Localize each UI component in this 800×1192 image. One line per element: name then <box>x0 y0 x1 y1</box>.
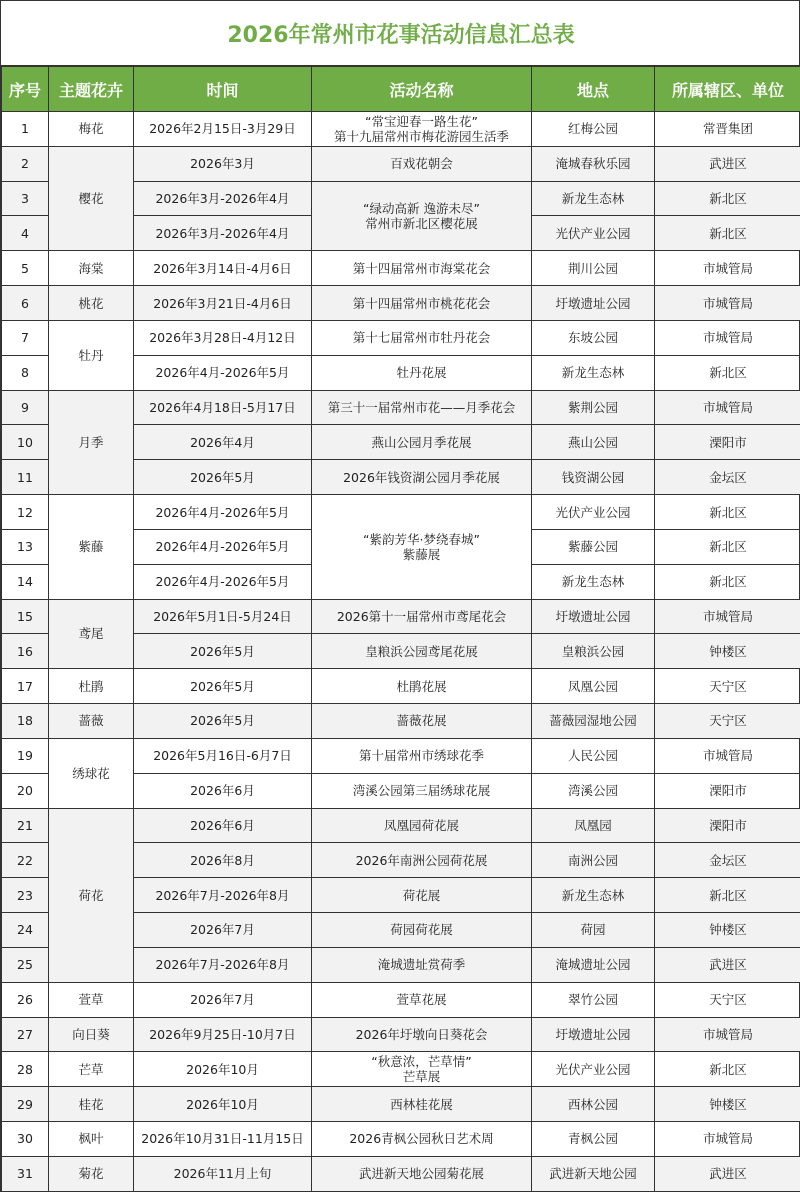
cell-time: 2026年10月 <box>134 1087 312 1122</box>
cell-event-name: 第十四届常州市海棠花会 <box>312 251 532 286</box>
cell-no: 8 <box>2 355 49 390</box>
cell-time: 2026年5月 <box>134 460 312 495</box>
cell-unit: 新北区 <box>655 181 800 216</box>
cell-time: 2026年7月-2026年8月 <box>134 878 312 913</box>
cell-no: 7 <box>2 320 49 355</box>
cell-unit: 新北区 <box>655 495 800 530</box>
cell-flower: 月季 <box>49 390 134 494</box>
table-title: 2026年常州市花事活动信息汇总表 <box>1 1 800 66</box>
cell-unit: 新北区 <box>655 529 800 564</box>
cell-unit: 市城管局 <box>655 320 800 355</box>
cell-unit: 新北区 <box>655 878 800 913</box>
cell-place: 翠竹公园 <box>532 982 655 1017</box>
cell-no: 9 <box>2 390 49 425</box>
cell-flower: 海棠 <box>49 251 134 286</box>
cell-flower: 绣球花 <box>49 738 134 808</box>
cell-time: 2026年8月 <box>134 843 312 878</box>
table-row <box>2 286 800 321</box>
cell-place: 凤凰园 <box>532 808 655 843</box>
table-row <box>2 1087 800 1122</box>
cell-flower: 桂花 <box>49 1087 134 1122</box>
cell-place: 淹城春秋乐园 <box>532 146 655 181</box>
cell-time: 2026年5月16日-6月7日 <box>134 738 312 773</box>
cell-event-name: “紫韵芳华·梦绕春城” 紫藤展 <box>312 495 532 599</box>
header-place: 地点 <box>532 67 655 112</box>
cell-no: 1 <box>2 112 49 147</box>
table-row <box>2 738 800 773</box>
cell-unit: 天宁区 <box>655 704 800 739</box>
table-row <box>2 495 800 530</box>
cell-time: 2026年4月-2026年5月 <box>134 355 312 390</box>
cell-unit: 钟楼区 <box>655 1087 800 1122</box>
cell-unit: 天宁区 <box>655 669 800 704</box>
header-row <box>2 67 800 112</box>
cell-unit: 溧阳市 <box>655 425 800 460</box>
cell-place: 圩墩遗址公园 <box>532 286 655 321</box>
cell-no: 25 <box>2 947 49 982</box>
cell-event-name: 萱草花展 <box>312 982 532 1017</box>
cell-event-name: 武进新天地公园菊花展 <box>312 1156 532 1191</box>
cell-time: 2026年3月14日-4月6日 <box>134 251 312 286</box>
cell-event-name: 百戏花朝会 <box>312 146 532 181</box>
cell-no: 11 <box>2 460 49 495</box>
cell-no: 13 <box>2 529 49 564</box>
cell-place: 钱资湖公园 <box>532 460 655 495</box>
cell-time: 2026年4月 <box>134 425 312 460</box>
cell-unit: 市城管局 <box>655 599 800 634</box>
cell-unit: 市城管局 <box>655 286 800 321</box>
cell-no: 17 <box>2 669 49 704</box>
cell-no: 5 <box>2 251 49 286</box>
cell-no: 26 <box>2 982 49 1017</box>
cell-event-name: 2026第十一届常州市鸢尾花会 <box>312 599 532 634</box>
cell-place: 东坡公园 <box>532 320 655 355</box>
cell-flower: 枫叶 <box>49 1122 134 1157</box>
cell-flower: 桃花 <box>49 286 134 321</box>
cell-time: 2026年3月-2026年4月 <box>134 216 312 251</box>
cell-unit: 市城管局 <box>655 251 800 286</box>
cell-no: 19 <box>2 738 49 773</box>
cell-event-name: 凤凰园荷花展 <box>312 808 532 843</box>
cell-unit: 武进区 <box>655 947 800 982</box>
cell-unit: 市城管局 <box>655 390 800 425</box>
table-row <box>2 1122 800 1157</box>
cell-place: 圩墩遗址公园 <box>532 599 655 634</box>
cell-no: 2 <box>2 146 49 181</box>
header-event-name: 活动名称 <box>312 67 532 112</box>
cell-no: 6 <box>2 286 49 321</box>
cell-place: 红梅公园 <box>532 112 655 147</box>
header-time: 时间 <box>134 67 312 112</box>
cell-place: 光伏产业公园 <box>532 216 655 251</box>
cell-flower: 萱草 <box>49 982 134 1017</box>
cell-place: 淹城遗址公园 <box>532 947 655 982</box>
table-row <box>2 146 800 181</box>
cell-place: 新龙生态林 <box>532 181 655 216</box>
table-row <box>2 808 800 843</box>
cell-no: 20 <box>2 773 49 808</box>
cell-place: 新龙生态林 <box>532 564 655 599</box>
table-row <box>2 704 800 739</box>
cell-place: 荷园 <box>532 913 655 948</box>
cell-unit: 钟楼区 <box>655 634 800 669</box>
table-row <box>2 320 800 355</box>
cell-no: 23 <box>2 878 49 913</box>
cell-flower: 蔷薇 <box>49 704 134 739</box>
cell-no: 24 <box>2 913 49 948</box>
cell-place: 西林公园 <box>532 1087 655 1122</box>
cell-event-name: “绿动高新 逸游未尽” 常州市新北区樱花展 <box>312 181 532 251</box>
cell-time: 2026年5月 <box>134 704 312 739</box>
cell-event-name: 杜鹃花展 <box>312 669 532 704</box>
cell-place: 紫藤公园 <box>532 529 655 564</box>
cell-time: 2026年4月-2026年5月 <box>134 495 312 530</box>
cell-place: 光伏产业公园 <box>532 1052 655 1087</box>
cell-event-name: 2026年南洲公园荷花展 <box>312 843 532 878</box>
cell-place: 武进新天地公园 <box>532 1156 655 1191</box>
cell-event-name: 淹城遗址赏荷季 <box>312 947 532 982</box>
cell-time: 2026年4月-2026年5月 <box>134 564 312 599</box>
cell-time: 2026年5月 <box>134 669 312 704</box>
cell-event-name: 2026年圩墩向日葵花会 <box>312 1017 532 1052</box>
cell-no: 15 <box>2 599 49 634</box>
cell-place: 圩墩遗址公园 <box>532 1017 655 1052</box>
cell-flower: 樱花 <box>49 146 134 250</box>
cell-event-name: 第十七届常州市牡丹花会 <box>312 320 532 355</box>
cell-unit: 新北区 <box>655 355 800 390</box>
cell-time: 2026年3月21日-4月6日 <box>134 286 312 321</box>
cell-no: 27 <box>2 1017 49 1052</box>
cell-time: 2026年6月 <box>134 773 312 808</box>
cell-time: 2026年5月 <box>134 634 312 669</box>
cell-no: 30 <box>2 1122 49 1157</box>
cell-no: 28 <box>2 1052 49 1087</box>
cell-event-name: 第十届常州市绣球花季 <box>312 738 532 773</box>
cell-time: 2026年7月 <box>134 913 312 948</box>
cell-unit: 新北区 <box>655 1052 800 1087</box>
cell-place: 南洲公园 <box>532 843 655 878</box>
cell-place: 凤凰公园 <box>532 669 655 704</box>
cell-flower: 芒草 <box>49 1052 134 1087</box>
cell-unit: 钟楼区 <box>655 913 800 948</box>
cell-event-name: 荷花展 <box>312 878 532 913</box>
cell-event-name: 荷园荷花展 <box>312 913 532 948</box>
table-row <box>2 669 800 704</box>
cell-no: 14 <box>2 564 49 599</box>
cell-time: 2026年2月15日-3月29日 <box>134 112 312 147</box>
cell-time: 2026年10月 <box>134 1052 312 1087</box>
table-row <box>2 599 800 634</box>
cell-place: 湾溪公园 <box>532 773 655 808</box>
cell-no: 21 <box>2 808 49 843</box>
cell-event-name: “秋意浓，芒草情” 芒草展 <box>312 1052 532 1087</box>
cell-place: 光伏产业公园 <box>532 495 655 530</box>
cell-unit: 市城管局 <box>655 1017 800 1052</box>
cell-flower: 荷花 <box>49 808 134 982</box>
cell-time: 2026年11月上旬 <box>134 1156 312 1191</box>
cell-unit: 新北区 <box>655 216 800 251</box>
cell-unit: 武进区 <box>655 146 800 181</box>
cell-unit: 天宁区 <box>655 982 800 1017</box>
table-row <box>2 1017 800 1052</box>
cell-time: 2026年10月31日-11月15日 <box>134 1122 312 1157</box>
header-no: 序号 <box>2 67 49 112</box>
cell-place: 新龙生态林 <box>532 878 655 913</box>
cell-event-name: “常宝迎春一路生花” 第十九届常州市梅花游园生活季 <box>312 112 532 147</box>
cell-no: 31 <box>2 1156 49 1191</box>
cell-no: 18 <box>2 704 49 739</box>
cell-flower: 梅花 <box>49 112 134 147</box>
cell-place: 人民公园 <box>532 738 655 773</box>
cell-place: 紫荆公园 <box>532 390 655 425</box>
cell-time: 2026年7月 <box>134 982 312 1017</box>
events-table <box>1 66 800 1192</box>
cell-unit: 常晋集团 <box>655 112 800 147</box>
cell-event-name: 皇粮浜公园鸢尾花展 <box>312 634 532 669</box>
cell-flower: 鸢尾 <box>49 599 134 669</box>
cell-time: 2026年9月25日-10月7日 <box>134 1017 312 1052</box>
cell-unit: 金坛区 <box>655 843 800 878</box>
cell-event-name: 2026年钱资湖公园月季花展 <box>312 460 532 495</box>
cell-no: 4 <box>2 216 49 251</box>
cell-unit: 市城管局 <box>655 738 800 773</box>
table-row <box>2 390 800 425</box>
cell-event-name: 蔷薇花展 <box>312 704 532 739</box>
header-flower: 主题花卉 <box>49 67 134 112</box>
cell-unit: 新北区 <box>655 564 800 599</box>
table-row <box>2 112 800 147</box>
cell-event-name: 2026青枫公园秋日艺术周 <box>312 1122 532 1157</box>
cell-event-name: 燕山公园月季花展 <box>312 425 532 460</box>
cell-unit: 溧阳市 <box>655 808 800 843</box>
cell-event-name: 第三十一届常州市花——月季花会 <box>312 390 532 425</box>
cell-no: 22 <box>2 843 49 878</box>
cell-flower: 紫藤 <box>49 495 134 599</box>
cell-event-name: 第十四届常州市桃花花会 <box>312 286 532 321</box>
cell-time: 2026年3月-2026年4月 <box>134 181 312 216</box>
cell-place: 皇粮浜公园 <box>532 634 655 669</box>
cell-flower: 牡丹 <box>49 320 134 390</box>
table-row <box>2 1156 800 1191</box>
cell-unit: 武进区 <box>655 1156 800 1191</box>
cell-time: 2026年6月 <box>134 808 312 843</box>
cell-time: 2026年4月18日-5月17日 <box>134 390 312 425</box>
header-unit: 所属辖区、单位 <box>655 67 800 112</box>
cell-time: 2026年7月-2026年8月 <box>134 947 312 982</box>
cell-flower: 杜鹃 <box>49 669 134 704</box>
cell-no: 29 <box>2 1087 49 1122</box>
cell-place: 蔷薇园湿地公园 <box>532 704 655 739</box>
cell-time: 2026年3月28日-4月12日 <box>134 320 312 355</box>
cell-flower: 向日葵 <box>49 1017 134 1052</box>
table-row <box>2 251 800 286</box>
cell-place: 荆川公园 <box>532 251 655 286</box>
cell-event-name: 牡丹花展 <box>312 355 532 390</box>
table-row <box>2 982 800 1017</box>
cell-flower: 菊花 <box>49 1156 134 1191</box>
cell-event-name: 西林桂花展 <box>312 1087 532 1122</box>
cell-no: 12 <box>2 495 49 530</box>
cell-event-name: 湾溪公园第三届绣球花展 <box>312 773 532 808</box>
cell-no: 16 <box>2 634 49 669</box>
cell-time: 2026年4月-2026年5月 <box>134 529 312 564</box>
cell-place: 燕山公园 <box>532 425 655 460</box>
cell-time: 2026年5月1日-5月24日 <box>134 599 312 634</box>
table-row <box>2 1052 800 1087</box>
cell-no: 3 <box>2 181 49 216</box>
cell-time: 2026年3月 <box>134 146 312 181</box>
cell-unit: 金坛区 <box>655 460 800 495</box>
cell-unit: 市城管局 <box>655 1122 800 1157</box>
cell-no: 10 <box>2 425 49 460</box>
cell-place: 青枫公园 <box>532 1122 655 1157</box>
cell-place: 新龙生态林 <box>532 355 655 390</box>
cell-unit: 溧阳市 <box>655 773 800 808</box>
